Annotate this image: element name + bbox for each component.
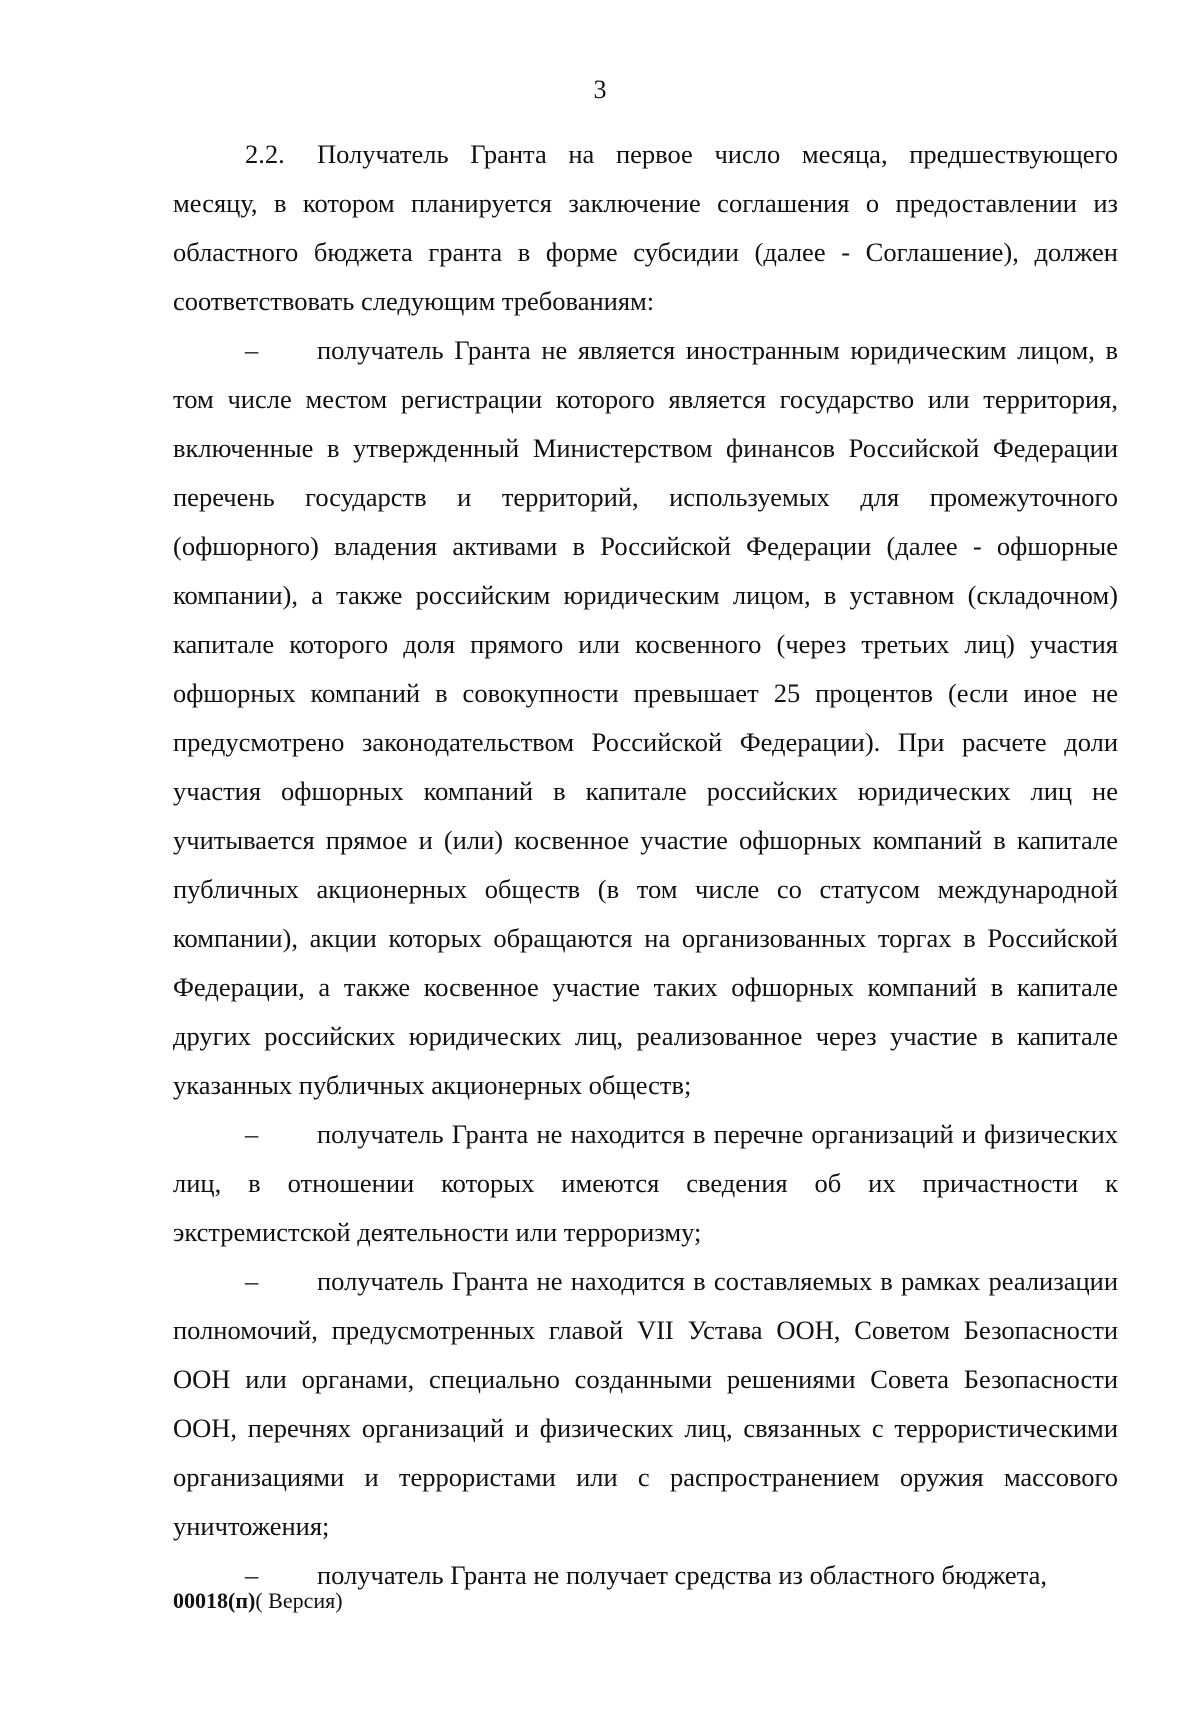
requirement-text: получатель Гранта не находится в составляемых в рамках реализации полномочий, предусмотренных главой VII Устава ООН, Советом Безопасности ООН или органами, специально созданными решениями Совета Безопасности ООН, перечнях организаций и физических лиц, связанных с террористическими организациями и террористами или с распространением оружия массового уничтожения; bbox=[173, 1266, 1118, 1541]
requirement-text: получатель Гранта не получает средства из областного бюджета, bbox=[317, 1560, 1047, 1590]
document-version: ( Версия) bbox=[255, 1588, 343, 1613]
requirement-text: получатель Гранта не является иностранным юридическим лицом, в том числе местом регистрации которого является государство или территория, включенные в утвержденный Министерством финансов Российской Федерации перечень государств и территорий, используемых для промежуточного (офшорного) владения активами в Российской Федерации (далее - офшорные компании), а также российским юридическим лицом, в уставном (складочном) капитале которого доля прямого или косвенного (через третьих лиц) участия офшорных компаний в совокупности превышает 25 процентов (если иное не предусмотрено законодательством Российской Федерации). При расчете доли участия офшорных компаний в капитале российских юридических лиц не учитывается прямое и (или) косвенное участие офшорных компаний в капитале публичных акционерных обществ (в том числе со статусом международной компании), акции которых обращаются на организованных торгах в Российской Федерации, а также косвенное участие таких офшорных компаний в капитале других российских юридических лиц, реализованное через участие в капитале указанных публичных акционерных обществ; bbox=[173, 335, 1118, 1100]
requirement-item bbox=[173, 1257, 1118, 1551]
document-footer bbox=[173, 1587, 343, 1615]
requirement-item bbox=[173, 1110, 1118, 1257]
requirement-item bbox=[173, 326, 1118, 1110]
clause-text: Получатель Гранта на первое число месяца, предшествующего месяцу, в котором планируется заключение соглашения о предоставлении из областного бюджета гранта в форме субсидии (далее - Соглашение), должен соответствовать следующим требованиям: bbox=[173, 139, 1118, 316]
document-code: 00018(п) bbox=[173, 1588, 256, 1613]
dash-marker: – bbox=[245, 335, 259, 365]
dash-marker: – bbox=[245, 1560, 259, 1590]
clause-paragraph bbox=[173, 130, 1118, 326]
dash-marker: – bbox=[245, 1266, 259, 1296]
requirement-text: получатель Гранта не находится в перечне организаций и физических лиц, в отношении которых имеются сведения об их причастности к экстремистской деятельности или терроризму; bbox=[173, 1119, 1118, 1247]
clause-number: 2.2. bbox=[245, 139, 285, 169]
page-number: 3 bbox=[593, 75, 607, 104]
document-body bbox=[173, 130, 1118, 1600]
dash-marker: – bbox=[245, 1119, 259, 1149]
